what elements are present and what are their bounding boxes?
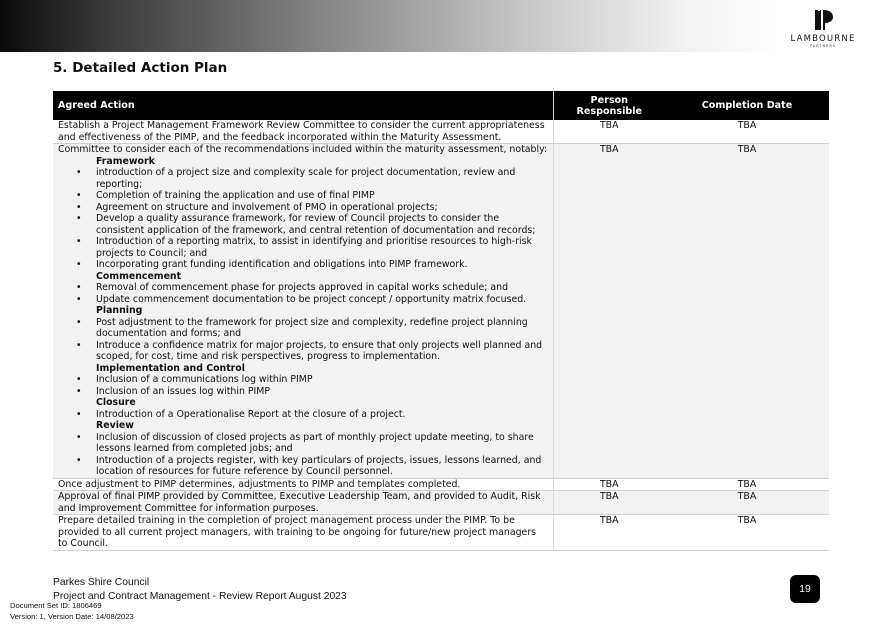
list-item: • Removal of commencement phase for projects approved in capital works schedule; and (58, 282, 548, 294)
table-row (53, 478, 829, 491)
subheading-implementation: Implementation and Control (96, 362, 245, 374)
table-row (53, 120, 829, 144)
implementation-list (58, 374, 548, 397)
list-item: • Agreement on structure and involvement of PMO in operational projects; (58, 202, 548, 214)
header-banner (0, 0, 885, 52)
page-number-badge: 19 (790, 575, 820, 603)
person-responsible-cell: TBA (553, 491, 665, 515)
list-item: • Update commencement documentation to be project concept / opportunity matrix focused. (58, 294, 548, 306)
list-item: • Completion of training the application and use of final PIMP (58, 190, 548, 202)
table-row (53, 144, 829, 479)
table-row (53, 491, 829, 515)
person-responsible-cell: TBA (553, 144, 665, 479)
framework-list (58, 167, 548, 271)
completion-date-cell: TBA (665, 478, 829, 491)
table-header-row (53, 91, 829, 120)
person-responsible-cell: TBA (553, 120, 665, 144)
completion-date-cell: TBA (665, 120, 829, 144)
subheading-planning: Planning (96, 305, 143, 316)
completion-date-cell: TBA (665, 144, 829, 479)
list-item: • Incorporating grant funding identification and obligations into PIMP framework. (58, 259, 548, 271)
table-row (53, 515, 829, 551)
brand-tagline: PARTNERS (809, 44, 837, 48)
document-set-id: Document Set ID: 1806469 (10, 601, 102, 610)
list-item: • Develop a quality assurance framework, for review of Council projects to consider the consistent application of the framework, and central retention of documentation and records; (58, 213, 548, 236)
subheading-framework: Framework (96, 155, 155, 167)
list-item: • introduction of a project size and complexity scale for project documentation, review and reporting; (58, 167, 548, 190)
agreed-action-cell: Approval of final PIMP provided by Committee, Executive Leadership Team, and provided to Audit, Risk and Improvement Committee for information purposes. (53, 491, 553, 515)
row-intro: Committee to consider each of the recommendations included within the maturity assessment, notably: (58, 144, 548, 155)
list-item: • Introduce a confidence matrix for major projects, to ensure that only projects well planned and scoped, for cost, time and risk perspectives, progress to implementation. (58, 340, 548, 363)
brand-name: LAMBOURNE (790, 34, 856, 44)
commencement-list (58, 282, 548, 305)
review-list (58, 432, 548, 478)
list-item: • Inclusion of discussion of closed projects as part of monthly project update meeting, to share lessons learned from completed jobs; and (58, 432, 548, 455)
lambourne-mark-icon (812, 8, 834, 32)
agreed-action-cell: Establish a Project Management Framework Review Committee to consider the current appropriateness and effectiveness of the PIMP, and the feedback incorporated within the Maturity Assessment. (53, 120, 553, 144)
list-item: • Introduction of a Operationalise Report at the closure of a project. (58, 409, 548, 421)
subheading-closure: Closure (96, 397, 136, 408)
list-item: • Introduction of a reporting matrix, to assist in identifying and prioritise resources to high-risk projects to Council; and (58, 236, 548, 259)
header-completion-date: Completion Date (665, 91, 829, 120)
agreed-action-cell (53, 144, 553, 479)
completion-date-cell: TBA (665, 491, 829, 515)
list-item: • Inclusion of a communications log within PIMP (58, 374, 548, 386)
header-agreed-action: Agreed Action (53, 91, 553, 120)
closure-list (58, 409, 548, 421)
person-responsible-cell: TBA (553, 515, 665, 551)
subheading-commencement: Commencement (96, 270, 182, 282)
person-responsible-cell: TBA (553, 478, 665, 491)
footer-report-title: Project and Contract Management - Review Report August 2023 (53, 591, 347, 602)
agreed-action-cell: Once adjustment to PIMP determines, adjustments to PIMP and templates completed. (53, 478, 553, 491)
planning-list (58, 317, 548, 363)
action-plan-table (53, 91, 829, 551)
header-person-responsible: Person Responsible (553, 91, 665, 120)
completion-date-cell: TBA (665, 515, 829, 551)
list-item: • Post adjustment to the framework for project size and complexity, redefine project planning documentation and forms; and (58, 317, 548, 340)
lambourne-logo (788, 8, 858, 54)
footer-organisation: Parkes Shire Council (53, 577, 150, 588)
agreed-action-cell: Prepare detailed training in the completion of project management process under the PIMP. To be provided to all current project managers, with training to be ongoing for future/new project managers to Council. (53, 515, 553, 551)
section-title: 5. Detailed Action Plan (53, 60, 228, 76)
subheading-review: Review (96, 420, 134, 431)
document-version: Version: 1, Version Date: 14/08/2023 (10, 612, 134, 621)
list-item: • Introduction of a projects register, with key particulars of projects, issues, lessons learned, and location of resources for future reference by Council personnel. (58, 455, 548, 478)
list-item: • Inclusion of an issues log within PIMP (58, 386, 548, 398)
